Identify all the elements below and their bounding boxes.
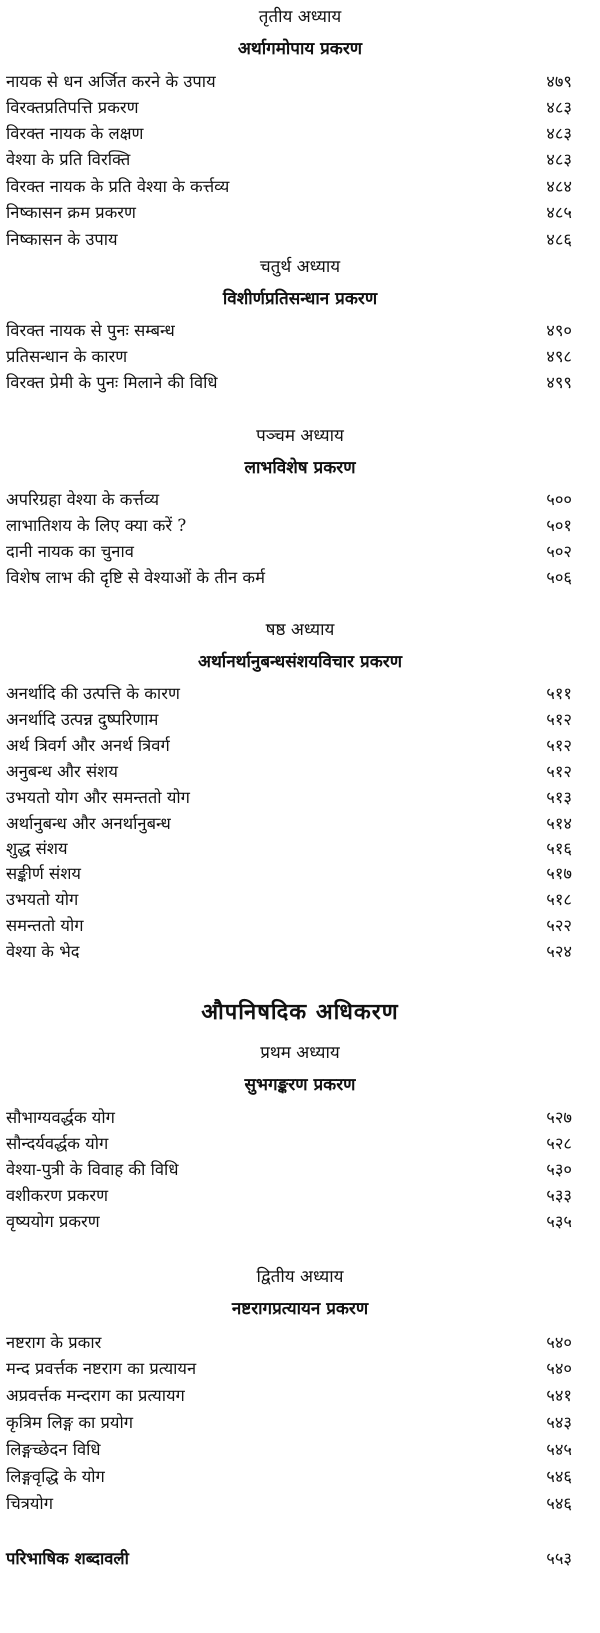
toc-entry-page: ४८४ — [546, 177, 572, 196]
toc-entry[interactable] — [6, 1106, 572, 1130]
toc-entry-page: ५४० — [546, 1359, 572, 1378]
toc-entry-page: ५२४ — [546, 942, 572, 961]
toc-entry-page: ५२८ — [546, 1134, 572, 1153]
toc-entry-title: वेश्या के प्रति विरक्ति — [6, 150, 131, 169]
toc-entry-page: ५१७ — [546, 864, 572, 883]
toc-entry-page: ५०२ — [546, 542, 572, 561]
part-heading: औपनिषदिक अधिकरण — [201, 999, 399, 1025]
toc-entry[interactable] — [6, 70, 572, 94]
toc-entry-page: ५४३ — [546, 1413, 572, 1432]
toc-entry-title: अनर्थादि की उत्पत्ति के कारण — [6, 684, 180, 703]
toc-entry-page: ५१३ — [546, 788, 572, 807]
toc-entry-title: लाभातिशय के लिए क्या करें ? — [6, 516, 187, 535]
toc-entry-title: लिङ्गवृद्धि के योग — [6, 1467, 105, 1486]
toc-entry-title: अपरिग्रहा वेश्या के कर्त्तव्य — [6, 490, 160, 509]
toc-entry[interactable] — [6, 1411, 572, 1435]
toc-entry-title: निष्कासन के उपाय — [6, 230, 118, 249]
section-heading: विशीर्णप्रतिसन्धान प्रकरण — [222, 289, 378, 309]
section-heading: नष्टरागप्रत्यायन प्रकरण — [231, 1299, 369, 1319]
toc-entry[interactable] — [6, 1210, 572, 1234]
toc-entry-page: ५१२ — [546, 762, 572, 781]
toc-entry-title: विशेष लाभ की दृष्टि से वेश्याओं के तीन कर्म — [6, 568, 265, 587]
toc-entry-title: उभयतो योग — [6, 890, 79, 909]
chapter-heading: चतुर्थ अध्याय — [259, 257, 341, 277]
toc-entry-page: ५०६ — [546, 568, 572, 587]
toc-entry[interactable] — [6, 488, 572, 512]
toc-entry[interactable] — [6, 345, 572, 369]
toc-entry[interactable] — [6, 682, 572, 706]
toc-entry-title: विरक्त नायक के प्रति वेश्या के कर्त्तव्य — [6, 177, 230, 196]
toc-entry-title: कृत्रिम लिङ्ग का प्रयोग — [6, 1413, 134, 1432]
toc-entry-page: ५०० — [546, 490, 572, 509]
toc-entry[interactable] — [6, 1158, 572, 1182]
toc-entry[interactable] — [6, 1331, 572, 1355]
toc-entry[interactable] — [6, 812, 572, 836]
toc-entry-page: ४९८ — [546, 347, 572, 366]
toc-entry-title: नष्टराग के प्रकार — [6, 1333, 102, 1352]
chapter-heading: प्रथम अध्याय — [260, 1043, 340, 1063]
toc-entry-page: ५४६ — [546, 1467, 572, 1486]
toc-entry-page: ५४६ — [546, 1494, 572, 1513]
toc-entry-page: ५३० — [546, 1160, 572, 1179]
toc-entry[interactable] — [6, 175, 572, 199]
toc-entry[interactable] — [6, 734, 572, 758]
toc-entry[interactable] — [6, 371, 572, 395]
toc-entry-page: ५२२ — [546, 916, 572, 935]
toc-entry-title: प्रतिसन्धान के कारण — [6, 347, 128, 366]
toc-entry-title: वृष्ययोग प्रकरण — [6, 1212, 100, 1231]
toc-entry-page: ५४१ — [546, 1386, 572, 1405]
toc-entry-title: लिङ्गच्छेदन विधि — [6, 1440, 101, 1459]
toc-entry-title: वेश्या के भेद — [6, 942, 80, 961]
toc-entry-title: सौभाग्यवर्द्धक योग — [6, 1108, 115, 1127]
toc-entry[interactable] — [6, 148, 572, 172]
toc-entry[interactable] — [6, 1357, 572, 1381]
section-heading: अर्थागमोपाय प्रकरण — [237, 39, 363, 59]
chapter-heading: पञ्चम अध्याय — [256, 426, 344, 446]
toc-entry-title: अनुबन्ध और संशय — [6, 762, 118, 781]
toc-entry-title: वशीकरण प्रकरण — [6, 1186, 109, 1205]
toc-entry-page: ५३५ — [546, 1212, 572, 1231]
toc-entry[interactable] — [6, 540, 572, 564]
toc-entry-title: अर्थ त्रिवर्ग और अनर्थ त्रिवर्ग — [6, 736, 170, 755]
toc-entry[interactable] — [6, 940, 572, 964]
toc-entry-page: ४७९ — [546, 72, 572, 91]
toc-entry[interactable] — [6, 1465, 572, 1489]
toc-entry-page: ५१२ — [546, 710, 572, 729]
section-heading: अर्थानर्थानुबन्धसंशयविचार प्रकरण — [197, 652, 403, 672]
toc-entry-page: ४८३ — [546, 150, 572, 169]
toc-entry[interactable] — [6, 1492, 572, 1516]
toc-entry-title: उभयतो योग और समन्ततो योग — [6, 788, 190, 807]
toc-entry-page: ५४० — [546, 1333, 572, 1352]
chapter-heading: द्वितीय अध्याय — [256, 1267, 344, 1287]
toc-entry-title: विरक्तप्रतिपत्ति प्रकरण — [6, 98, 139, 117]
toc-entry[interactable] — [6, 566, 572, 590]
toc-entry[interactable] — [6, 319, 572, 343]
toc-entry-title: समन्ततो योग — [6, 916, 84, 935]
toc-entry-page: ५५३ — [546, 1549, 572, 1568]
toc-entry[interactable] — [6, 122, 572, 146]
toc-entry-page: ५१८ — [546, 890, 572, 909]
toc-entry-page: ५३३ — [546, 1186, 572, 1205]
toc-entry-page: ४९० — [546, 321, 572, 340]
toc-entry-page: ४८५ — [546, 203, 572, 222]
toc-entry-page: ४८६ — [546, 230, 572, 249]
toc-entry-title: अर्थानुबन्ध और अनर्थानुबन्ध — [6, 814, 171, 833]
toc-entry-page: ५१४ — [546, 814, 572, 833]
toc-entry-title: वेश्या-पुत्री के विवाह की विधि — [6, 1160, 179, 1179]
toc-entry-title: विरक्त नायक के लक्षण — [6, 124, 144, 143]
toc-entry-page: ५१६ — [546, 839, 572, 858]
chapter-heading: तृतीय अध्याय — [258, 7, 342, 27]
toc-entry[interactable] — [6, 888, 572, 912]
toc-entry[interactable] — [6, 914, 572, 938]
toc-entry-title: सौन्दर्यवर्द्धक योग — [6, 1134, 109, 1153]
toc-entry-title: अप्रवर्त्तक मन्दराग का प्रत्यायग — [6, 1386, 185, 1405]
section-heading: सुभगङ्करण प्रकरण — [244, 1075, 356, 1095]
toc-entry[interactable] — [6, 760, 572, 784]
section-heading: लाभविशेष प्रकरण — [244, 458, 356, 478]
toc-entry-page: ५११ — [546, 684, 572, 703]
toc-entry[interactable] — [6, 514, 572, 538]
toc-entry[interactable] — [6, 228, 572, 252]
toc-entry-title: सङ्कीर्ण संशय — [6, 864, 81, 883]
toc-entry-page: ५४५ — [546, 1440, 572, 1459]
toc-entry[interactable] — [6, 1384, 572, 1408]
toc-entry[interactable] — [6, 837, 572, 861]
toc-entry-title: विरक्त प्रेमी के पुनः मिलाने की विधि — [6, 373, 218, 392]
toc-entry-page: ४८३ — [546, 98, 572, 117]
toc-entry-page: ४९९ — [546, 373, 572, 392]
toc-entry-title: निष्कासन क्रम प्रकरण — [6, 203, 136, 222]
toc-entry-title: परिभाषिक शब्दावली — [6, 1549, 129, 1568]
toc-entry[interactable] — [6, 1438, 572, 1462]
toc-entry-title: चित्रयोग — [6, 1494, 53, 1513]
toc-entry-page: ५१२ — [546, 736, 572, 755]
toc-entry[interactable] — [6, 96, 572, 120]
toc-entry-title: अनर्थादि उत्पन्न दुष्परिणाम — [6, 710, 159, 729]
toc-entry[interactable] — [6, 1132, 572, 1156]
toc-entry-page: ५०१ — [546, 516, 572, 535]
toc-entry-title: नायक से धन अर्जित करने के उपाय — [6, 72, 216, 91]
toc-entry[interactable] — [6, 862, 572, 886]
toc-entry-page: ५२७ — [546, 1108, 572, 1127]
toc-entry-page: ४८३ — [546, 124, 572, 143]
toc-entry[interactable] — [6, 201, 572, 225]
toc-entry[interactable] — [6, 708, 572, 732]
chapter-heading: षष्ठ अध्याय — [265, 620, 335, 640]
toc-entry-title: मन्द प्रवर्त्तक नष्टराग का प्रत्यायन — [6, 1359, 197, 1378]
toc-entry-title: विरक्त नायक से पुनः सम्बन्ध — [6, 321, 175, 340]
toc-entry-title: शुद्ध संशय — [6, 839, 68, 858]
toc-entry-glossary[interactable] — [6, 1547, 572, 1571]
toc-entry[interactable] — [6, 786, 572, 810]
toc-entry-title: दानी नायक का चुनाव — [6, 542, 134, 561]
toc-entry[interactable] — [6, 1184, 572, 1208]
